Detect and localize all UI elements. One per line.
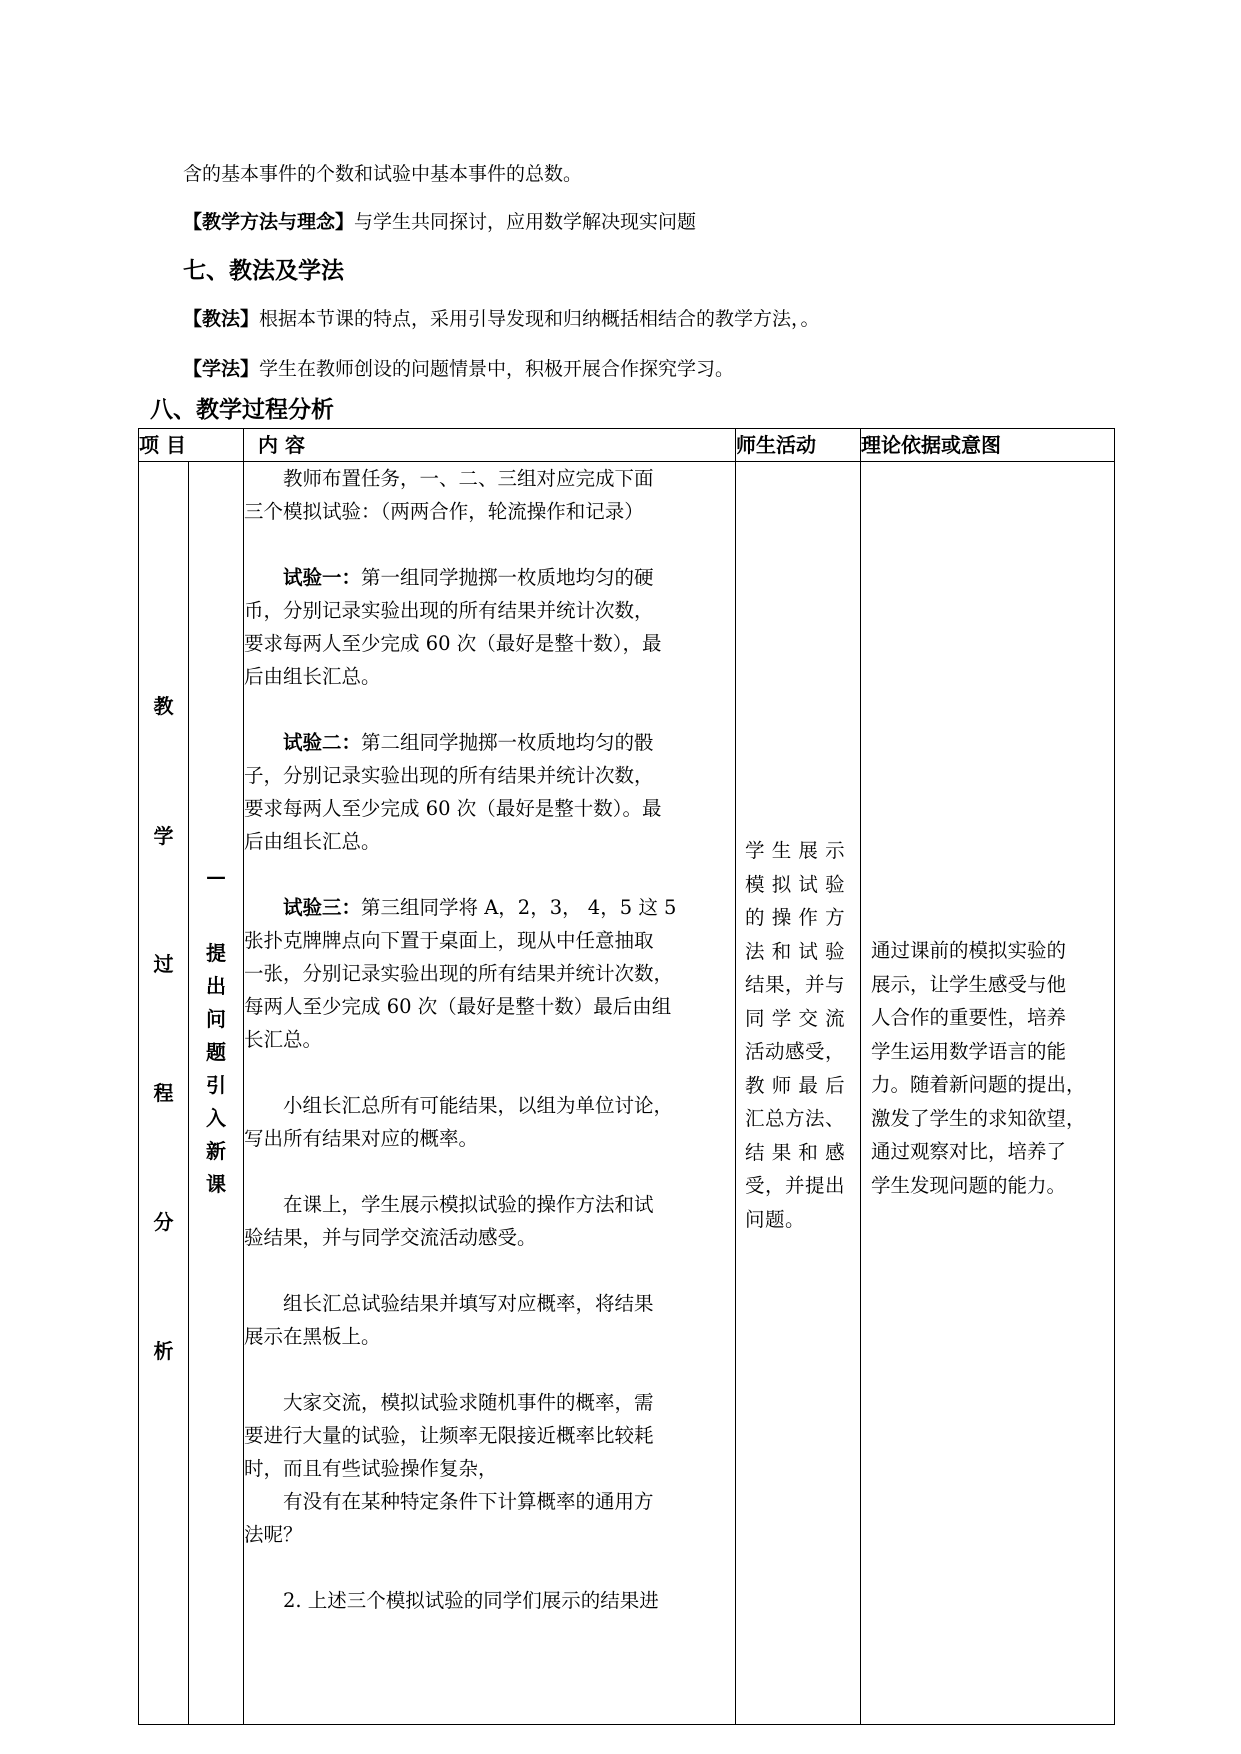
activity-cell: [736, 462, 861, 1725]
header-item: 项 目: [139, 429, 244, 462]
trial3-line: [244, 891, 735, 924]
stage-char: 教: [153, 694, 174, 718]
col-stage: [139, 462, 189, 1725]
activity-line: 学 生 展 示: [745, 839, 846, 862]
stage-char: 分: [153, 1210, 174, 1234]
trial1-line: [244, 561, 735, 594]
basis-line: 学生发现问题的能力。: [871, 1173, 1067, 1197]
content-line: 三个模拟试验：（两两合作，轮流操作和记录）: [244, 500, 644, 523]
substage-char: 问: [206, 1007, 226, 1031]
content-line: 后由组长汇总。: [244, 665, 381, 688]
method-text: 与学生共同探讨，应用数学解决现实问题: [354, 211, 697, 233]
header-basis: 理论依据或意图: [861, 429, 1115, 462]
basis-line: 通过课前的模拟实验的: [871, 939, 1067, 962]
intro-line: 含的基本事件的个数和试验中基本事件的总数。: [183, 163, 583, 185]
substage-char: 提: [206, 941, 226, 965]
substage-char: 题: [206, 1040, 226, 1064]
substage-char: 入: [206, 1106, 226, 1130]
trial1-text: 第一组同学抛掷一枚质地均匀的硬: [361, 566, 654, 589]
teach-paragraph: [183, 307, 820, 331]
trial3-label: 试验三：: [283, 896, 362, 919]
content-line: 在课上，学生展示模拟试验的操作方法和试: [283, 1193, 654, 1216]
content-line: 写出所有结果对应的概率。: [244, 1127, 479, 1150]
stage-char: 学: [153, 824, 174, 848]
stage-char: 过: [153, 952, 174, 976]
content-line: 大家交流，模拟试验求随机事件的概率，需: [283, 1391, 654, 1414]
content-line: 每两人至少完成 60 次（最好是整十数）最后由组: [244, 995, 672, 1018]
learn-paragraph: [183, 357, 734, 381]
substage-label: [189, 937, 243, 1201]
table-body-row: [139, 462, 1115, 1725]
trial2-text: 第二组同学抛掷一枚质地均匀的骰: [361, 731, 654, 754]
activity-line: 受，并提出: [745, 1174, 846, 1197]
activity-line: 问题。: [745, 1207, 806, 1231]
basis-line: 展示，让学生感受与他: [871, 972, 1067, 996]
col-substage: [189, 462, 244, 1725]
substage-char: 出: [206, 974, 226, 998]
teach-label: 【教法】: [183, 308, 260, 330]
stage-char: 程: [153, 1081, 174, 1105]
trial3-text: 第三组同学将 A，2，3， 4，5 这 5: [361, 896, 677, 919]
method-label: 【教学方法与理念】: [183, 211, 355, 233]
header-content: 内 容: [244, 429, 736, 462]
activity-line: 结 果 和 感: [745, 1140, 846, 1164]
activity-line: 汇总方法、: [745, 1107, 846, 1130]
teach-text: 根据本节课的特点，采用引导发现和归纳概括相结合的教学方法，。: [259, 308, 820, 330]
content-line: 要求每两人至少完成 60 次（最好是整十数），最: [244, 632, 662, 655]
substage-char: 课: [206, 1172, 226, 1196]
content-line: 张扑克牌牌点向下置于桌面上，现从中任意抽取: [244, 929, 654, 952]
basis-line: 学生运用数学语言的能: [871, 1039, 1067, 1063]
content-line: 币，分别记录实验出现的所有结果并统计次数，: [244, 599, 654, 622]
activity-line: 结果，并与: [745, 973, 846, 996]
content-line: 法呢？: [244, 1523, 303, 1546]
activity-line: 法 和 试 验: [745, 939, 846, 963]
basis-line: 激发了学生的求知欲望，: [871, 1106, 1086, 1130]
content-line: 时，而且有些试验操作复杂，: [244, 1457, 498, 1480]
content-line: 子，分别记录实验出现的所有结果并统计次数，: [244, 764, 654, 787]
basis-line: 人合作的重要性，培养: [871, 1006, 1067, 1029]
section8-title: 八、教学过程分析: [150, 396, 334, 423]
content-line: 展示在黑板上。: [244, 1325, 381, 1348]
trial2-label: 试验二：: [283, 731, 362, 754]
content-line: 验结果，并与同学交流活动感受。: [244, 1226, 537, 1249]
activity-line: 活动感受，: [745, 1040, 846, 1063]
section7-title: 七、教法及学法: [183, 257, 344, 284]
substage-dash: —: [206, 864, 226, 888]
content-line: 2. 上述三个模拟试验的同学们展示的结果进: [283, 1589, 659, 1612]
content-line: 一张，分别记录实验出现的所有结果并统计次数，: [244, 962, 674, 985]
activity-line: 模 拟 试 验: [745, 872, 846, 896]
trial2-line: [244, 726, 735, 759]
header-activity: 师生活动: [736, 429, 861, 462]
activity-line: 同 学 交 流: [745, 1006, 846, 1030]
method-paragraph: [183, 210, 696, 234]
trial1-label: 试验一：: [283, 566, 362, 589]
learn-text: 学生在教师创设的问题情景中，积极开展合作探究学习。: [259, 358, 735, 380]
basis-line: 力。随着新问题的提出，: [871, 1073, 1086, 1096]
content-line: 教师布置任务，一、二、三组对应完成下面: [283, 467, 654, 490]
substage-char: 新: [206, 1139, 226, 1163]
substage-char: 引: [206, 1073, 226, 1097]
content-line: 组长汇总试验结果并填写对应概率，将结果: [283, 1292, 654, 1315]
content-line: 有没有在某种特定条件下计算概率的通用方: [283, 1490, 654, 1513]
content-line: 后由组长汇总。: [244, 830, 381, 853]
process-table: [138, 428, 1115, 1725]
table-header-row: [139, 429, 1115, 462]
learn-label: 【学法】: [183, 358, 260, 380]
basis-line: 通过观察对比，培养了: [871, 1140, 1067, 1163]
stage-char: 析: [153, 1339, 174, 1363]
content-cell: [244, 462, 736, 1725]
basis-cell: [861, 462, 1115, 1725]
content-line: 要进行大量的试验，让频率无限接近概率比较耗: [244, 1424, 654, 1447]
content-line: 长汇总。: [244, 1028, 323, 1051]
content-line: 要求每两人至少完成 60 次（最好是整十数）。最: [244, 797, 662, 820]
activity-line: 的 操 作 方: [745, 906, 846, 929]
content-line: 小组长汇总所有可能结果，以组为单位讨论，: [283, 1094, 674, 1117]
activity-line: 教 师 最 后: [745, 1073, 846, 1097]
